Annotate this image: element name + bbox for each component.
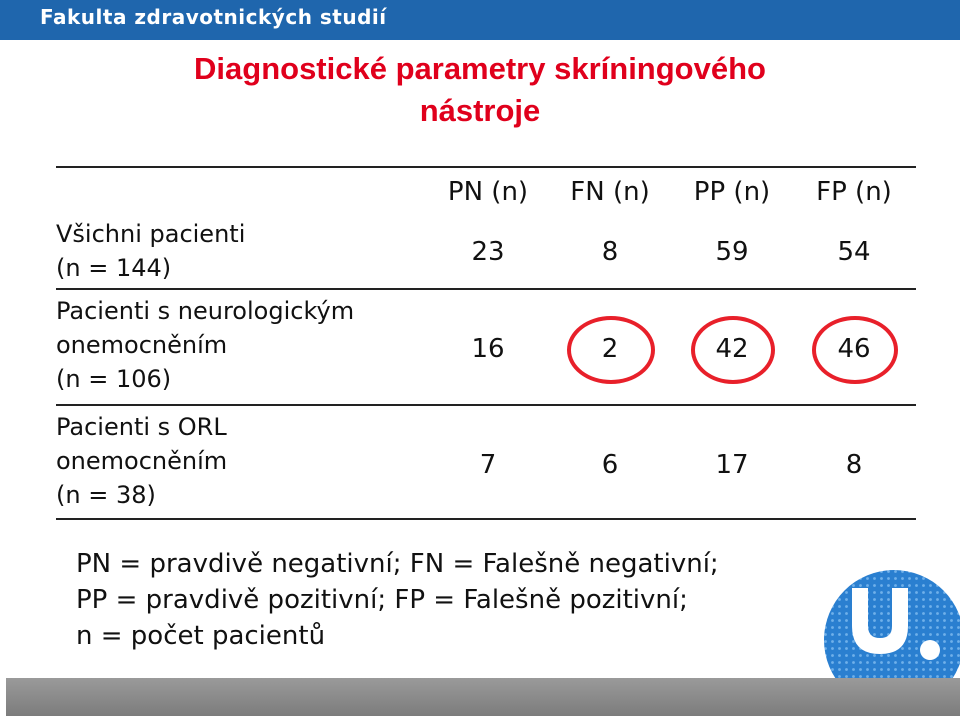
table-cell: 6 — [601, 450, 619, 480]
page-title-line-2: nástroje — [419, 93, 541, 128]
column-header-pn: PN (n) — [447, 177, 529, 207]
row-label-neurological: Pacienti s neurologickým onemocněním (n = 106) — [56, 297, 355, 393]
table-cell: 16 — [471, 334, 505, 364]
table-rule-top — [56, 166, 916, 168]
abbreviation-legend — [76, 546, 719, 654]
column-header-pp: PP (n) — [693, 177, 771, 207]
table-cell: 59 — [715, 237, 749, 267]
header-bar — [0, 0, 960, 40]
page-title-line-1: Diagnostické parametry skríningového — [194, 51, 766, 86]
table-cell: 54 — [837, 237, 871, 267]
row-label-all-patients: Všichni pacienti (n = 144) — [56, 220, 246, 282]
table-cell: 42 — [715, 334, 749, 364]
faculty-name: Fakulta zdravotnických studií — [40, 5, 387, 29]
university-logo — [822, 568, 960, 686]
column-header-fp: FP (n) — [816, 177, 892, 207]
university-logo-icon — [822, 568, 960, 686]
page-title — [0, 48, 960, 132]
legend-line: PN = pravdivě negativní; FN = Falešně negativní; — [76, 549, 719, 579]
legend-line: PP = pravdivě pozitivní; FP = Falešně pozitivní; — [76, 585, 688, 615]
column-header-fn: FN (n) — [570, 177, 650, 207]
table-rule-row2 — [56, 404, 916, 406]
footer-bar — [6, 678, 960, 716]
table-cell: 8 — [845, 450, 863, 480]
row-label-orl: Pacienti s ORL onemocněním (n = 38) — [56, 413, 228, 509]
table-cell: 2 — [601, 334, 619, 364]
table-cell: 8 — [601, 237, 619, 267]
table-cell: 46 — [837, 334, 871, 364]
legend-line: n = počet pacientů — [76, 621, 326, 651]
table-cell: 23 — [471, 237, 505, 267]
table-cell: 17 — [715, 450, 749, 480]
table-cell: 7 — [479, 450, 497, 480]
table-rule-row1 — [56, 288, 916, 290]
table-rule-bottom — [56, 518, 916, 520]
